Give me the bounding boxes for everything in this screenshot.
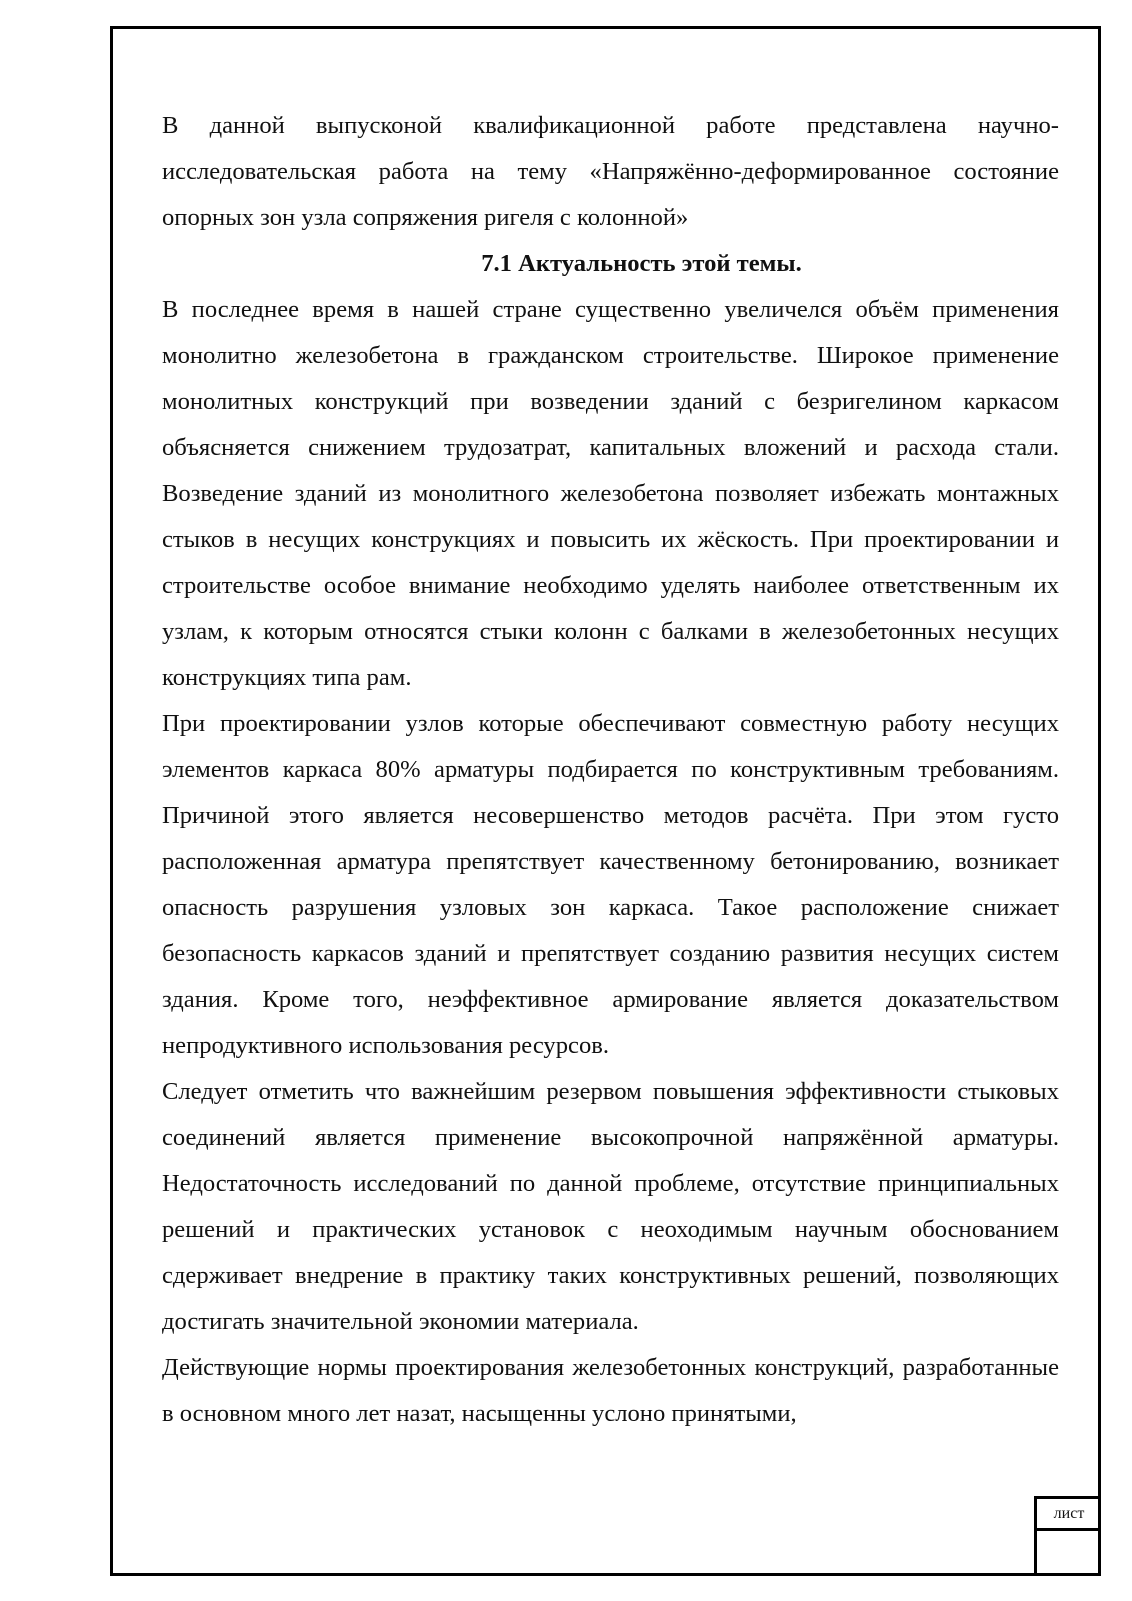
section-heading: 7.1 Актуальность этой темы. <box>481 250 802 277</box>
sheet-label: лист <box>1037 1499 1101 1531</box>
document-body <box>162 103 1059 1437</box>
paragraph-prestressed-reinforcement: Следует отметить что важнейшим резервом повышения эффективности стыковых соединений является применение высокопрочной напряжённой арматуры. Недостаточность исследований по данной проблеме, отсутствие принципиальных решений и практических установок с неоходимым научным обоснованием сдерживает внедрение в практику таких конструктивных решений, позволяющих достигать значительной экономии материала. <box>162 1078 1059 1335</box>
intro-paragraph: В данной выпусконой квалификационной работе представлена научно-исследовательская работа на тему «Напряжённо-деформированное состояние опорных зон узла сопряжения ригеля с колонной» <box>162 112 1059 231</box>
paragraph-node-design: При проектировании узлов которые обеспечивают совместную работу несущих элементов каркаса 80% арматуры подбирается по конструктивным требованиям. Причиной этого является несовершенство методов расчёта. При этом густо расположенная арматура препятствует качественному бетонированию, возникает опасность разрушения узловых зон каркаса. Такое расположение снижает безопасность каркасов зданий и препятствует созданию развития несущих систем здания. Кроме того, неэффективное армирование является доказательством непродуктивного использования ресурсов. <box>162 710 1059 1059</box>
paragraph-design-norms: Действующие нормы проектирования железобетонных конструкций, разработанные в основном много лет назат, насыщенны услоно принятыми, <box>162 1354 1059 1427</box>
sheet-stamp <box>1034 1496 1101 1576</box>
sheet-number <box>1037 1531 1101 1577</box>
paragraph-relevance: В последнее время в нашей стране существенно увеличелся объём применения монолитно железобетона в гражданском строительстве. Широкое применение монолитных конструкций при возведении зданий с безригелином каркасом объясняется снижением трудозатрат, капитальных вложений и расхода стали. Возведение зданий из монолитного железобетона позволяет избежать монтажных стыков в несущих конструкциях и повысить их жёскость. При проектировании и строительстве особое внимание необходимо уделять наиболее ответственным их узлам, к которым относятся стыки колонн с балками в железобетонных несущих конструкциях типа рам. <box>162 296 1059 691</box>
